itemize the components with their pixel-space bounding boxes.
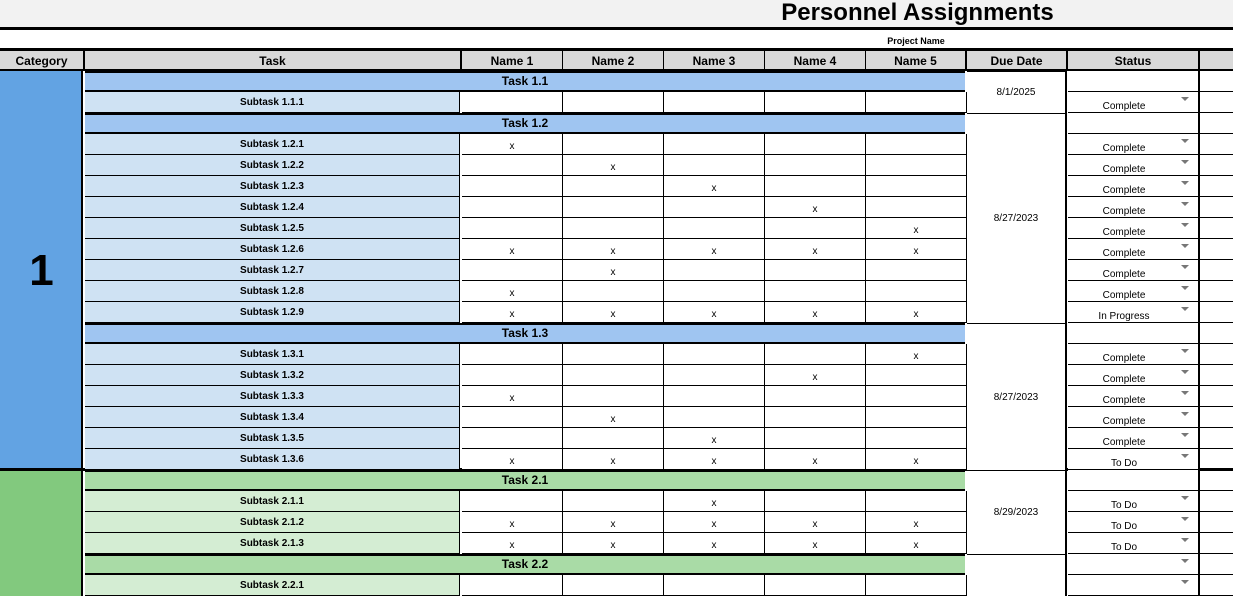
assignment-cell[interactable]	[563, 365, 664, 386]
subtask-label[interactable]: Subtask 2.1.1	[85, 491, 460, 512]
subtask-row	[85, 239, 967, 260]
header-name-3[interactable]: Name 3	[664, 51, 765, 70]
status-value: To Do	[1110, 521, 1138, 532]
subtask-row	[85, 302, 967, 323]
assignment-cell[interactable]	[765, 491, 866, 512]
assignment-cell[interactable]	[866, 491, 968, 512]
subtask-label[interactable]: Subtask 1.3.4	[85, 407, 460, 428]
assignment-cell[interactable]	[563, 281, 664, 302]
header-category[interactable]: Category	[0, 51, 85, 70]
dropdown-arrow-icon[interactable]	[1181, 391, 1189, 395]
header-due-date[interactable]: Due Date	[967, 51, 1068, 70]
assignment-cell[interactable]	[563, 92, 664, 113]
assignment-cell[interactable]: x	[765, 365, 866, 386]
assignment-cell[interactable]: x	[462, 533, 563, 554]
subtask-label[interactable]: Subtask 1.1.1	[85, 92, 460, 113]
assignment-cell[interactable]	[765, 92, 866, 113]
due-date-cell[interactable]: 8/1/2025	[967, 71, 1067, 113]
dropdown-arrow-icon[interactable]	[1181, 181, 1189, 185]
status-cell[interactable]	[1068, 197, 1200, 218]
assignment-cell[interactable]	[563, 386, 664, 407]
extra-cell[interactable]	[1200, 239, 1233, 260]
extra-cell[interactable]	[1200, 302, 1233, 323]
assignment-cell[interactable]	[866, 407, 968, 428]
assignment-cell[interactable]	[664, 386, 765, 407]
status-value: To Do	[1110, 500, 1138, 511]
extra-cell[interactable]	[1200, 407, 1233, 428]
assignment-cell[interactable]	[462, 92, 563, 113]
dropdown-arrow-icon[interactable]	[1181, 265, 1189, 269]
assignment-cell[interactable]	[866, 134, 968, 155]
assignment-cell[interactable]: x	[462, 449, 563, 470]
assignment-cell[interactable]	[563, 575, 664, 596]
assignment-cell[interactable]	[664, 365, 765, 386]
status-value: Complete	[1102, 185, 1146, 196]
assignment-cell[interactable]	[664, 281, 765, 302]
subtask-label[interactable]: Subtask 2.1.2	[85, 512, 460, 533]
subtask-row	[85, 491, 967, 512]
subtask-label[interactable]: Subtask 1.2.3	[85, 176, 460, 197]
assignment-cell[interactable]: x	[462, 239, 563, 260]
extra-cell[interactable]	[1200, 155, 1233, 176]
subtask-row	[85, 176, 967, 197]
status-cell[interactable]	[1068, 428, 1200, 449]
assignment-cell[interactable]	[866, 260, 968, 281]
status-value: Complete	[1102, 290, 1146, 301]
assignment-cell[interactable]	[765, 176, 866, 197]
status-cell[interactable]	[1068, 281, 1200, 302]
assignment-cell[interactable]	[563, 428, 664, 449]
assignment-cell[interactable]	[765, 281, 866, 302]
due-date-cell[interactable]: 8/29/2023	[967, 470, 1067, 554]
status-value: Complete	[1102, 206, 1146, 217]
subtask-label[interactable]: Subtask 1.2.5	[85, 218, 460, 239]
assignment-cell[interactable]: x	[765, 512, 866, 533]
status-cell[interactable]	[1068, 365, 1200, 386]
task-header-row[interactable]: Task 2.1	[85, 470, 965, 491]
extra-cell[interactable]	[1200, 512, 1233, 533]
dropdown-arrow-icon[interactable]	[1181, 433, 1189, 437]
assignment-cell[interactable]: x	[866, 239, 968, 260]
subtask-row	[85, 575, 967, 596]
status-cell[interactable]	[1068, 554, 1200, 575]
assignment-cell[interactable]	[563, 344, 664, 365]
assignment-cell[interactable]	[664, 260, 765, 281]
subtask-row	[85, 281, 967, 302]
assignment-cell[interactable]: x	[664, 239, 765, 260]
subtask-label[interactable]: Subtask 1.3.1	[85, 344, 460, 365]
assignment-cell[interactable]: x	[563, 239, 664, 260]
task-header-row[interactable]: Task 1.3	[85, 323, 965, 344]
subtask-label[interactable]: Subtask 1.2.4	[85, 197, 460, 218]
extra-cell[interactable]	[1200, 575, 1233, 596]
assignment-cell[interactable]	[765, 155, 866, 176]
subtask-row	[85, 344, 967, 365]
status-cell[interactable]	[1068, 491, 1200, 512]
assignment-cell[interactable]: x	[462, 386, 563, 407]
status-cell[interactable]	[1068, 323, 1200, 344]
assignment-cell[interactable]	[664, 344, 765, 365]
status-cell[interactable]	[1068, 344, 1200, 365]
dropdown-arrow-icon[interactable]	[1181, 223, 1189, 227]
status-value: Complete	[1102, 227, 1146, 238]
assignment-cell[interactable]: x	[563, 533, 664, 554]
subtask-label[interactable]: Subtask 1.3.5	[85, 428, 460, 449]
dropdown-arrow-icon[interactable]	[1181, 202, 1189, 206]
assignment-cell[interactable]: x	[563, 302, 664, 323]
assignment-cell[interactable]	[462, 197, 563, 218]
header-name-5[interactable]: Name 5	[866, 51, 967, 70]
assignment-cell[interactable]	[866, 176, 968, 197]
due-date-cell[interactable]: 8/27/2023	[967, 113, 1067, 323]
dropdown-arrow-icon[interactable]	[1181, 559, 1189, 563]
assignment-cell[interactable]	[462, 365, 563, 386]
assignment-cell[interactable]	[563, 197, 664, 218]
status-value: Complete	[1102, 101, 1146, 112]
extra-cell[interactable]	[1200, 386, 1233, 407]
assignment-cell[interactable]	[866, 428, 968, 449]
assignment-cell[interactable]	[866, 197, 968, 218]
subtask-label[interactable]: Subtask 1.3.2	[85, 365, 460, 386]
assignment-cell[interactable]	[866, 575, 968, 596]
assignment-cell[interactable]: x	[664, 491, 765, 512]
task-header-row[interactable]: Task 2.2	[85, 554, 965, 575]
assignment-cell[interactable]	[462, 155, 563, 176]
assignment-cell[interactable]	[462, 344, 563, 365]
assignment-cell[interactable]	[664, 92, 765, 113]
assignment-cell[interactable]: x	[866, 533, 968, 554]
status-value: In Progress	[1098, 311, 1150, 322]
extra-cell[interactable]	[1200, 449, 1233, 470]
status-cell[interactable]	[1068, 386, 1200, 407]
assignment-cell[interactable]: x	[563, 512, 664, 533]
status-value: Complete	[1102, 269, 1146, 280]
dropdown-arrow-icon[interactable]	[1181, 349, 1189, 353]
assignment-cell[interactable]	[563, 218, 664, 239]
due-date-cell[interactable]: 8/27/2023	[967, 323, 1067, 470]
assignment-cell[interactable]	[462, 428, 563, 449]
extra-cell[interactable]	[1200, 533, 1233, 554]
status-cell[interactable]	[1068, 92, 1200, 113]
assignment-cell[interactable]	[765, 260, 866, 281]
dropdown-arrow-icon[interactable]	[1181, 286, 1189, 290]
subtask-row	[85, 512, 967, 533]
status-value: Complete	[1102, 353, 1146, 364]
subtask-row	[85, 197, 967, 218]
project-name-label[interactable]: Project Name	[887, 36, 945, 46]
header-name-2[interactable]: Name 2	[563, 51, 664, 70]
assignment-cell[interactable]	[765, 218, 866, 239]
subtask-row	[85, 155, 967, 176]
assignment-cell[interactable]: x	[664, 533, 765, 554]
assignment-cell[interactable]: x	[765, 533, 866, 554]
title-divider	[0, 27, 1233, 30]
assignment-cell[interactable]: x	[664, 302, 765, 323]
status-cell[interactable]	[1068, 71, 1200, 92]
extra-cell[interactable]	[1200, 218, 1233, 239]
dropdown-arrow-icon[interactable]	[1181, 160, 1189, 164]
assignment-cell[interactable]: x	[866, 218, 968, 239]
assignment-cell[interactable]	[866, 92, 968, 113]
subtask-row	[85, 134, 967, 155]
status-value: Complete	[1102, 395, 1146, 406]
assignment-cell[interactable]	[866, 281, 968, 302]
dropdown-arrow-icon[interactable]	[1181, 580, 1189, 584]
extra-cell[interactable]	[1200, 260, 1233, 281]
status-value: Complete	[1102, 164, 1146, 175]
subtask-label[interactable]: Subtask 1.2.8	[85, 281, 460, 302]
assignment-cell[interactable]	[765, 428, 866, 449]
status-cell[interactable]	[1068, 176, 1200, 197]
extra-cell[interactable]	[1200, 554, 1233, 575]
assignment-cell[interactable]	[563, 176, 664, 197]
subtask-row	[85, 449, 967, 470]
assignment-cell[interactable]: x	[866, 449, 968, 470]
extra-cell[interactable]	[1200, 365, 1233, 386]
extra-cell[interactable]	[1200, 491, 1233, 512]
dropdown-arrow-icon[interactable]	[1181, 517, 1189, 521]
status-cell[interactable]	[1068, 218, 1200, 239]
assignment-cell[interactable]: x	[765, 449, 866, 470]
subtask-row	[85, 92, 967, 113]
assignment-cell[interactable]: x	[664, 176, 765, 197]
assignment-cell[interactable]: x	[664, 449, 765, 470]
subtask-label[interactable]: Subtask 1.3.6	[85, 449, 460, 470]
status-cell[interactable]	[1068, 113, 1200, 134]
assignment-cell[interactable]: x	[765, 197, 866, 218]
dropdown-arrow-icon[interactable]	[1181, 244, 1189, 248]
assignment-cell[interactable]	[664, 197, 765, 218]
assignment-cell[interactable]: x	[462, 134, 563, 155]
status-cell[interactable]	[1068, 407, 1200, 428]
extra-cell[interactable]	[1200, 92, 1233, 113]
status-cell[interactable]	[1068, 575, 1200, 596]
status-value: Complete	[1102, 374, 1146, 385]
extra-cell[interactable]	[1200, 323, 1233, 344]
assignment-cell[interactable]	[462, 407, 563, 428]
extra-cell[interactable]	[1200, 470, 1233, 491]
category-label	[0, 470, 83, 596]
assignment-cell[interactable]	[462, 176, 563, 197]
status-cell[interactable]	[1068, 302, 1200, 323]
subtask-label[interactable]: Subtask 2.1.3	[85, 533, 460, 554]
assignment-cell[interactable]: x	[563, 260, 664, 281]
assignment-cell[interactable]: x	[765, 302, 866, 323]
assignment-cell[interactable]	[563, 134, 664, 155]
status-value: Complete	[1102, 416, 1146, 427]
assignment-cell[interactable]	[664, 155, 765, 176]
subtask-label[interactable]: Subtask 1.3.3	[85, 386, 460, 407]
subtask-row	[85, 407, 967, 428]
assignment-cell[interactable]	[462, 218, 563, 239]
status-cell[interactable]	[1068, 533, 1200, 554]
dropdown-arrow-icon[interactable]	[1181, 454, 1189, 458]
status-value: Complete	[1102, 248, 1146, 259]
dropdown-arrow-icon[interactable]	[1181, 412, 1189, 416]
status-cell[interactable]	[1068, 470, 1200, 491]
extra-cell[interactable]	[1200, 428, 1233, 449]
assignment-cell[interactable]: x	[563, 449, 664, 470]
assignment-cell[interactable]	[866, 155, 968, 176]
dropdown-arrow-icon[interactable]	[1181, 538, 1189, 542]
assignment-cell[interactable]: x	[462, 281, 563, 302]
subtask-row	[85, 386, 967, 407]
assignment-cell[interactable]	[866, 365, 968, 386]
subtask-label[interactable]: Subtask 2.2.1	[85, 575, 460, 596]
assignment-cell[interactable]	[462, 575, 563, 596]
status-value: To Do	[1110, 458, 1138, 469]
extra-cell[interactable]	[1200, 71, 1233, 92]
dropdown-arrow-icon[interactable]	[1181, 97, 1189, 101]
subtask-label[interactable]: Subtask 1.2.9	[85, 302, 460, 323]
assignment-cell[interactable]: x	[462, 302, 563, 323]
dropdown-arrow-icon[interactable]	[1181, 496, 1189, 500]
assignment-cell[interactable]	[765, 134, 866, 155]
category-label: 1	[29, 246, 54, 295]
subtask-row	[85, 428, 967, 449]
assignment-cell[interactable]	[765, 386, 866, 407]
header-name-4[interactable]: Name 4	[765, 51, 866, 70]
task-header-row[interactable]: Task 1.1	[85, 71, 965, 92]
dropdown-arrow-icon[interactable]	[1181, 307, 1189, 311]
assignment-cell[interactable]	[664, 575, 765, 596]
extra-cell[interactable]	[1200, 344, 1233, 365]
sheet-title: Personnel Assignments	[781, 0, 1054, 26]
assignment-cell[interactable]	[563, 491, 664, 512]
due-date-cell[interactable]	[967, 554, 1067, 596]
extra-cell[interactable]	[1200, 176, 1233, 197]
assignment-cell[interactable]	[866, 386, 968, 407]
assignment-cell[interactable]: x	[664, 428, 765, 449]
dropdown-arrow-icon[interactable]	[1181, 370, 1189, 374]
status-value: Complete	[1102, 437, 1146, 448]
task-header-row[interactable]: Task 1.2	[85, 113, 965, 134]
subtask-label[interactable]: Subtask 1.2.1	[85, 134, 460, 155]
subtask-row	[85, 533, 967, 554]
dropdown-arrow-icon[interactable]	[1181, 139, 1189, 143]
assignment-cell[interactable]	[765, 407, 866, 428]
status-cell[interactable]	[1068, 260, 1200, 281]
extra-cell[interactable]	[1200, 197, 1233, 218]
extra-cell[interactable]	[1200, 113, 1233, 134]
extra-cell[interactable]	[1200, 134, 1233, 155]
assignment-cell[interactable]: x	[765, 239, 866, 260]
status-cell[interactable]	[1068, 512, 1200, 533]
assignment-cell[interactable]: x	[462, 512, 563, 533]
assignment-cell[interactable]: x	[866, 512, 968, 533]
status-cell[interactable]	[1068, 155, 1200, 176]
subtask-row	[85, 218, 967, 239]
header-status[interactable]: Status	[1068, 51, 1200, 70]
subtask-label[interactable]: Subtask 1.2.6	[85, 239, 460, 260]
assignment-cell[interactable]	[765, 344, 866, 365]
assignment-cell[interactable]	[765, 575, 866, 596]
subtask-label[interactable]: Subtask 1.2.2	[85, 155, 460, 176]
status-cell[interactable]	[1068, 239, 1200, 260]
subtask-row	[85, 260, 967, 281]
status-value: Complete	[1102, 143, 1146, 154]
assignment-cell[interactable]	[664, 407, 765, 428]
assignment-cell[interactable]: x	[866, 344, 968, 365]
assignment-cell[interactable]: x	[866, 302, 968, 323]
header-name-1[interactable]: Name 1	[462, 51, 563, 70]
header-extra[interactable]	[1200, 51, 1233, 70]
assignment-cell[interactable]: x	[563, 155, 664, 176]
assignment-cell[interactable]: x	[563, 407, 664, 428]
status-cell[interactable]	[1068, 134, 1200, 155]
assignment-cell[interactable]	[462, 491, 563, 512]
assignment-cell[interactable]	[664, 218, 765, 239]
extra-cell[interactable]	[1200, 281, 1233, 302]
subtask-row	[85, 365, 967, 386]
status-cell[interactable]	[1068, 449, 1200, 470]
assignment-cell[interactable]	[664, 134, 765, 155]
assignment-cell[interactable]	[462, 260, 563, 281]
subtask-label[interactable]: Subtask 1.2.7	[85, 260, 460, 281]
status-value: To Do	[1110, 542, 1138, 553]
header-task[interactable]: Task	[85, 51, 462, 70]
assignment-cell[interactable]: x	[664, 512, 765, 533]
